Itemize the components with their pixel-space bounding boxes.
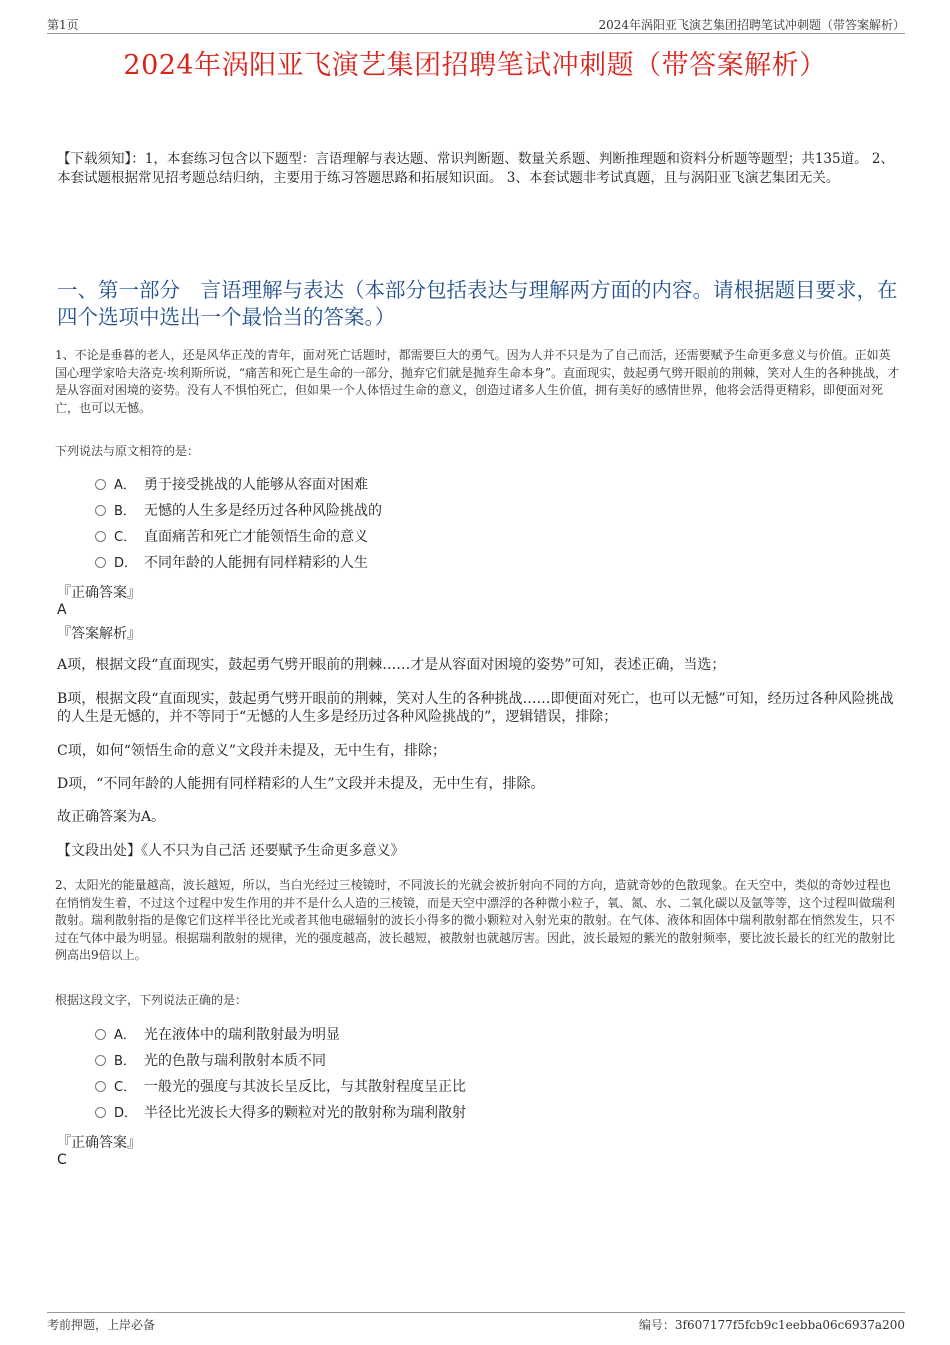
q2-option-c[interactable]: C． 一般光的强度与其波长呈反比，与其散射程度呈正比 (95, 1077, 466, 1097)
q1-analysis-c: C项，如何“领悟生命的意义”文段并未提及，无中生有，排除； (57, 743, 447, 759)
q2-option-b[interactable]: B． 光的色散与瑞利散射本质不同 (95, 1051, 326, 1071)
q1-analysis-label: 『答案解析』 (57, 626, 141, 642)
footer-slogan: 考前押题，上岸必备 (47, 1318, 156, 1332)
document-title: 2024年涡阳亚飞演艺集团招聘笔试冲刺题（带答案解析） (123, 50, 827, 81)
radio-icon[interactable] (95, 1055, 106, 1066)
radio-icon[interactable] (95, 531, 106, 542)
q2-option-d[interactable]: D． 半径比光波长大得多的颗粒对光的散射称为瑞利散射 (95, 1103, 466, 1123)
q2-answer: C (57, 1152, 67, 1168)
page-footer (47, 1312, 905, 1333)
radio-icon[interactable] (95, 1107, 106, 1118)
q1-answer: A (57, 602, 67, 618)
radio-icon[interactable] (95, 505, 106, 516)
question-1-text: 1、不论是垂暮的老人，还是风华正茂的青年，面对死亡话题时，都需要巨大的勇气。因为人并不只是为了自己而活，还需要赋予生命更多意义与价值。正如英国心理学家哈夫洛克·埃利斯所说，“痛苦和死亡是生命的一部分，抛弃它们就是抛弃生命本身”。直面现实，鼓起勇气劈开眼前的荆棘，笑对人生的各种挑战，才是从容面对困境的姿势。没有人不惧怕死亡，但如果一个人体悟过生命的意义，创造过诸多人生价值，拥有美好的感情世界，他将会活得更精彩，即便面对死亡，也可以无憾。 (55, 348, 900, 415)
q1-conclusion: 故正确答案为A。 (57, 809, 166, 825)
q2-answer-label: 『正确答案』 (57, 1135, 141, 1151)
q1-option-d[interactable]: D． 不同年龄的人能拥有同样精彩的人生 (95, 553, 368, 573)
q1-option-b[interactable]: B． 无憾的人生多是经历过各种风险挑战的 (95, 501, 382, 521)
q1-source: 【文段出处】《人不只为自己活 还要赋予生命更多意义》 (57, 843, 405, 859)
section-heading: 一、第一部分 言语理解与表达（本部分包括表达与理解两方面的内容。请根据题目要求，在四个选项中选出一个最恰当的答案。） (57, 278, 898, 329)
q1-analysis-a: A项，根据文段“直面现实，鼓起勇气劈开眼前的荆棘……才是从容面对困境的姿势”可知，表述正确，当选； (57, 657, 726, 673)
radio-icon[interactable] (95, 1081, 106, 1092)
q2-option-a[interactable]: A． 光在液体中的瑞利散射最为明显 (95, 1025, 340, 1045)
radio-icon[interactable] (95, 1029, 106, 1040)
header-doc-title: 2024年涡阳亚飞演艺集团招聘笔试冲刺题（带答案解析） (598, 18, 905, 32)
q1-answer-label: 『正确答案』 (57, 585, 141, 601)
q1-option-c[interactable]: C． 直面痛苦和死亡才能领悟生命的意义 (95, 527, 368, 547)
radio-icon[interactable] (95, 557, 106, 568)
radio-icon[interactable] (95, 479, 106, 490)
page-header (47, 13, 905, 34)
question-2-text: 2、太阳光的能量越高，波长越短，所以，当白光经过三棱镜时，不同波长的光就会被折射向不同的方向，造就奇妙的色散现象。在天空中，类似的奇妙过程也在悄悄发生着，不过这个过程中发生作用的并不是什么人造的三棱镜，而是天空中漂浮的各种微小粒子，氧、氮、水、二氧化碳以及氩等等，这个过程叫做瑞利散射。瑞利散射指的是像它们这样半径比光或者其他电磁辐射的波长小得多的微小颗粒对入射光束的散射。在气体、液体和固体中瑞利散射都在悄然发生，只不过在气体中最为明显。根据瑞利散射的规律，光的强度越高，波长越短，被散射也就越厉害。因此，波长最短的紫光的散射频率，要比波长最长的红光的散射比例高出9倍以上。 (55, 878, 896, 962)
q1-analysis-b: B项，根据文段“直面现实，鼓起勇气劈开眼前的荆棘，笑对人生的各种挑战……即便面对死亡，也可以无憾”可知，经历过各种风险挑战的人生是无憾的，并不等同于“无憾的人生多是经历过各种风险挑战的”，逻辑错误，排除； (57, 691, 894, 725)
page-number: 第1页 (47, 18, 79, 32)
q1-option-a[interactable]: A． 勇于接受挑战的人能够从容面对困难 (95, 475, 368, 495)
question-2-prompt: 根据这段文字，下列说法正确的是： (55, 993, 248, 1007)
footer-doc-id: 编号：3f607177f5fcb9c1eebba06c6937a200 (638, 1318, 905, 1332)
q1-analysis-d: D项，“不同年龄的人能拥有同样精彩的人生”文段并未提及，无中生有，排除。 (57, 776, 545, 792)
question-1-prompt: 下列说法与原文相符的是： (55, 444, 200, 458)
download-notice: 【下载须知】：1，本套练习包含以下题型：言语理解与表达题、常识判断题、数量关系题、判断推理题和资料分析题等题型；共135道。 2、本套试题根据常见招考题总结归纳，主要用于练习答题思路和拓展知识面。 3、本套试题非考试真题，且与涡阳亚飞演艺集团无关。 (57, 151, 894, 186)
